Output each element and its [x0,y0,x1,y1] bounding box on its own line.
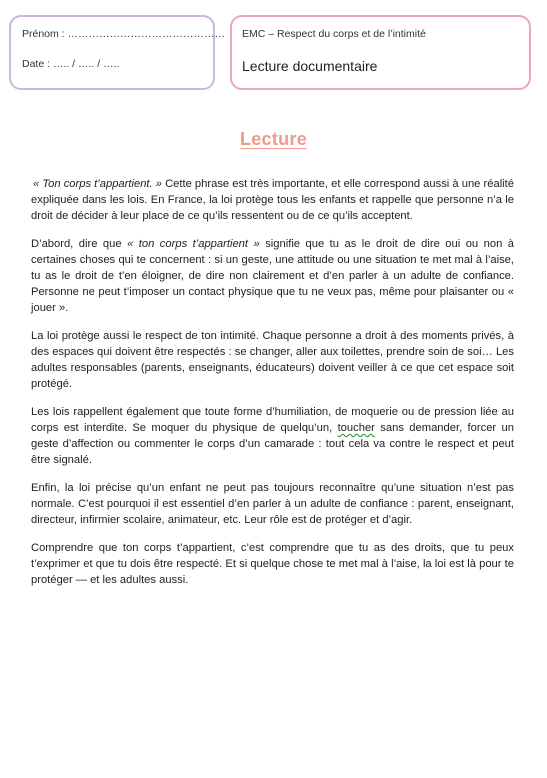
paragraph-5: Enfin, la loi précise qu’un enfant ne peut pas toujours reconnaître qu’une situation n’est pas normale. C’est pourquoi il est essentiel d’en parler à un adulte de confiance : parent, enseignant, directeur, infirmier scolaire, animateur, etc. Leur rôle est de protéger et d’agir. [31,482,514,526]
subject-label: EMC – Respect du corps et de l’intimité [242,28,426,40]
student-info-box [9,15,226,90]
paragraph-text: sans demander, forcer un geste d’affection ou commenter le corps d’un camarade : tout cela va contre le respect et peut être signalé. [31,422,514,466]
paragraph-2 [31,236,514,316]
paragraph-1 [31,176,514,224]
paragraph-6: Comprendre que ton corps t’appartient, c’est comprendre que tu as des droits, que tu peux t’exprimer et que tu dois être respecté. Et si quelque chose te met mal à l’aise, la loi est là pour te protéger — et les adultes aussi. [31,542,514,586]
paragraph-3: La loi protège aussi le respect de ton intimité. Chaque personne a droit à des moments privés, à des espaces qui doivent être respectés : se changer, aller aux toilettes, prendre soin de soi… Les adultes responsables (parents, enseignants, éducateurs) doivent veiller à ce que cet espace soit protégé. [31,330,514,390]
reading-text [31,176,514,600]
spellcheck-marked-word: toucher [337,422,375,434]
lesson-info-box [230,15,531,90]
paragraph-text: Cette phrase est très importante, et elle correspond aussi à une réalité expliquée dans les lois. En France, la loi protège tous les enfants et rappelle que personne n’a le droit de décider à leur place de ce qu’ils ressentent ou de ce qu’ils acceptent. [31,178,514,222]
paragraph-text: Les lois rappellent également que toute forme d’humiliation, de moquerie ou de pression liée au corps est interdite. Se moquer du physique de quelqu’un, [31,406,514,434]
date-field[interactable]: Date : ….. / ….. / ….. [22,58,120,70]
paragraph-4 [31,404,514,468]
quote: « Ton corps t’appartient. » [33,178,162,190]
page-title: Lecture [239,129,308,149]
prenom-field[interactable]: Prénom : ……………………………………… [22,28,226,40]
paragraph-text: signifie que tu as le droit de dire oui ou non à certaines choses qui te concernent : si un geste, une attitude ou une situation te met mal à l’aise, tu as le droit de t’en éloigner, de dire non clairement et d’en parler à un adulte de confiance. Personne ne peut t’imposer un contact physique que tu ne veux pas, même pour plaisanter ou « jouer ». [31,238,514,314]
paragraph-text: D’abord, dire que [31,238,128,250]
quote: « ton corps t’appartient » [127,238,260,250]
document-type-label: Lecture documentaire [242,58,378,74]
